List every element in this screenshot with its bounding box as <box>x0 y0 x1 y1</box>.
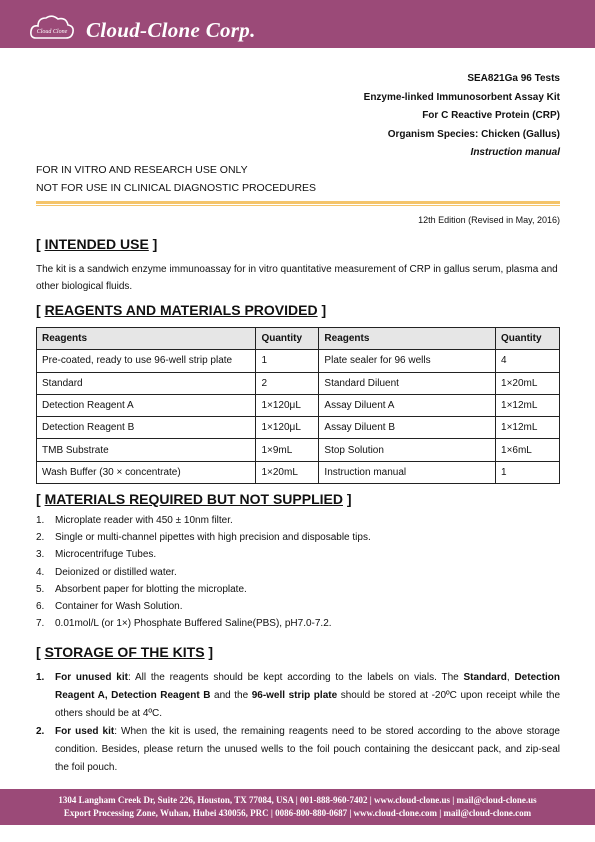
table-header-cell: Reagents <box>37 328 256 350</box>
materials-list <box>36 515 371 635</box>
table-header-cell: Quantity <box>496 328 560 350</box>
divider-thin <box>36 205 560 206</box>
table-cell: Assay Diluent B <box>319 417 496 439</box>
organism-species: Organism Species: Chicken (Gallus) <box>387 128 560 140</box>
table-cell: Plate sealer for 96 wells <box>319 350 496 372</box>
target-protein: For C Reactive Protein (CRP) <box>422 110 560 121</box>
table-cell: Wash Buffer (30 × concentrate) <box>37 461 256 483</box>
catalog-number: SEA821Ga 96 Tests <box>467 73 560 84</box>
materials-heading: [ MATERIALS REQUIRED BUT NOT SUPPLIED ] <box>36 491 352 507</box>
storage-item-number: 1. <box>36 672 45 683</box>
reagents-heading: [ REAGENTS AND MATERIALS PROVIDED ] <box>36 302 327 318</box>
storage-item-text <box>55 723 560 777</box>
kit-type: Enzyme-linked Immunosorbent Assay Kit <box>363 91 560 103</box>
manual-label: Instruction manual <box>470 147 560 158</box>
reagents-table <box>36 327 560 484</box>
table-row <box>37 394 560 416</box>
storage-text-part: : When the kit is used, the remaining reagents need to be stored according to the above storage condition. Besides, please return the unused wells to the foil pouch containing the desiccant pack, and zip-seal the foil pouch. <box>55 726 560 773</box>
reagents-heading-text: REAGENTS AND MATERIALS PROVIDED <box>44 302 318 318</box>
table-cell: 1×120μL <box>256 417 319 439</box>
storage-bold-part: Standard <box>463 672 507 683</box>
table-cell: Standard <box>37 372 256 394</box>
list-item: 6. Container for Wash Solution. <box>36 601 371 618</box>
storage-heading: [ STORAGE OF THE KITS ] <box>36 644 214 660</box>
table-header-row <box>37 328 560 350</box>
storage-text-part: should be stored at -20ºC upon receipt while the others should be at 4ºC. <box>55 690 561 719</box>
list-item-text: 0.01mol/L (or 1×) Phosphate Buffered Saline(PBS), pH7.0-7.2. <box>55 618 332 630</box>
materials-heading-text: MATERIALS REQUIRED BUT NOT SUPPLIED <box>44 491 343 507</box>
table-cell: 1×12mL <box>496 394 560 416</box>
table-row <box>37 461 560 483</box>
table-cell: 4 <box>496 350 560 372</box>
usage-notice <box>36 161 316 197</box>
storage-item-used <box>36 723 560 777</box>
kit-title-block <box>364 73 560 166</box>
table-cell: 1 <box>496 461 560 483</box>
header-band <box>0 0 595 48</box>
table-cell: TMB Substrate <box>37 439 256 461</box>
list-item: 3. Microcentrifuge Tubes. <box>36 549 371 566</box>
list-item: 7. 0.01mol/L (or 1×) Phosphate Buffered Saline(PBS), pH7.0-7.2. <box>36 618 371 635</box>
storage-item-unused <box>36 669 560 723</box>
cloud-logo-icon <box>28 12 76 42</box>
storage-bold-part: 96-well strip plate <box>251 690 338 701</box>
storage-item-label: For unused kit <box>55 672 128 683</box>
intended-use-text: The kit is a sandwich enzyme immunoassay for in vitro quantitative measurement of CRP in gallus serum, plasma and other biological fluids. <box>36 264 558 292</box>
edition-note: 12th Edition (Revised in May, 2016) <box>418 215 560 225</box>
list-item: 2. Single or multi-channel pipettes with high precision and disposable tips. <box>36 532 371 549</box>
table-row <box>37 439 560 461</box>
notice-line-2: NOT FOR USE IN CLINICAL DIAGNOSTIC PROCEDURES <box>36 182 317 194</box>
table-cell: 2 <box>256 372 319 394</box>
table-row <box>37 417 560 439</box>
list-item-text: Container for Wash Solution. <box>55 600 183 612</box>
storage-text-part: , <box>506 672 515 683</box>
footer-address-cn: Export Processing Zone, Wuhan, Hubei 430056, PRC | 0086-800-880-0687 | www.cloud-clone.com | mail@cloud-clone.com <box>63 808 532 818</box>
brand-name: Cloud-Clone Corp. <box>86 18 256 42</box>
divider-thick <box>36 201 560 204</box>
table-cell: 1×20mL <box>256 461 319 483</box>
storage-bold-part: Detection Reagent A, Detection Reagent B <box>55 672 561 701</box>
list-item: 4. Deionized or distilled water. <box>36 567 371 584</box>
table-cell: 1×20mL <box>496 372 560 394</box>
storage-item-text <box>55 669 560 723</box>
list-item-text: Microcentrifuge Tubes. <box>55 549 157 561</box>
table-row <box>37 372 560 394</box>
list-item-text: Single or multi-channel pipettes with high precision and disposable tips. <box>55 532 371 544</box>
storage-heading-text: STORAGE OF THE KITS <box>44 644 205 660</box>
storage-item-label: For used kit <box>55 726 115 737</box>
table-cell: Stop Solution <box>319 439 496 461</box>
intended-use-heading-text: INTENDED USE <box>44 236 149 252</box>
list-item-text: Absorbent paper for blotting the microplate. <box>55 583 247 595</box>
list-item: 5. Absorbent paper for blotting the microplate. <box>36 584 371 601</box>
footer-address-us: 1304 Langham Creek Dr, Suite 226, Houston, TX 77084, USA | 001-888-960-7402 | www.cloud-clone.us | mail@cloud-clone.us <box>58 795 537 805</box>
table-cell: 1×120μL <box>256 394 319 416</box>
storage-list <box>36 669 560 777</box>
table-cell: Detection Reagent A <box>37 394 256 416</box>
list-item: 1. Microplate reader with 450 ± 10nm filter. <box>36 515 371 532</box>
table-cell: 1 <box>256 350 319 372</box>
table-cell: Detection Reagent B <box>37 417 256 439</box>
footer-band <box>0 789 595 825</box>
storage-text-part: : All the reagents should be kept according to the labels on vials. The <box>127 672 464 683</box>
intended-use-heading: [ INTENDED USE ] <box>36 236 158 252</box>
list-item-text: Microplate reader with 450 ± 10nm filter. <box>55 515 233 526</box>
table-header-cell: Reagents <box>319 328 496 350</box>
table-cell: Assay Diluent A <box>319 394 496 416</box>
storage-text-part: and the <box>210 690 252 701</box>
table-cell: Pre-coated, ready to use 96-well strip plate <box>37 350 256 372</box>
table-cell: 1×12mL <box>496 417 560 439</box>
svg-text:Cloud Clone: Cloud Clone <box>36 29 68 35</box>
table-cell: Instruction manual <box>319 461 496 483</box>
table-cell: 1×9mL <box>256 439 319 461</box>
table-header-cell: Quantity <box>256 328 319 350</box>
storage-item-number: 2. <box>36 726 45 737</box>
table-cell: Standard Diluent <box>319 372 496 394</box>
notice-line-1: FOR IN VITRO AND RESEARCH USE ONLY <box>36 164 248 176</box>
table-row <box>37 350 560 372</box>
list-item-text: Deionized or distilled water. <box>55 566 177 578</box>
table-cell: 1×6mL <box>496 439 560 461</box>
